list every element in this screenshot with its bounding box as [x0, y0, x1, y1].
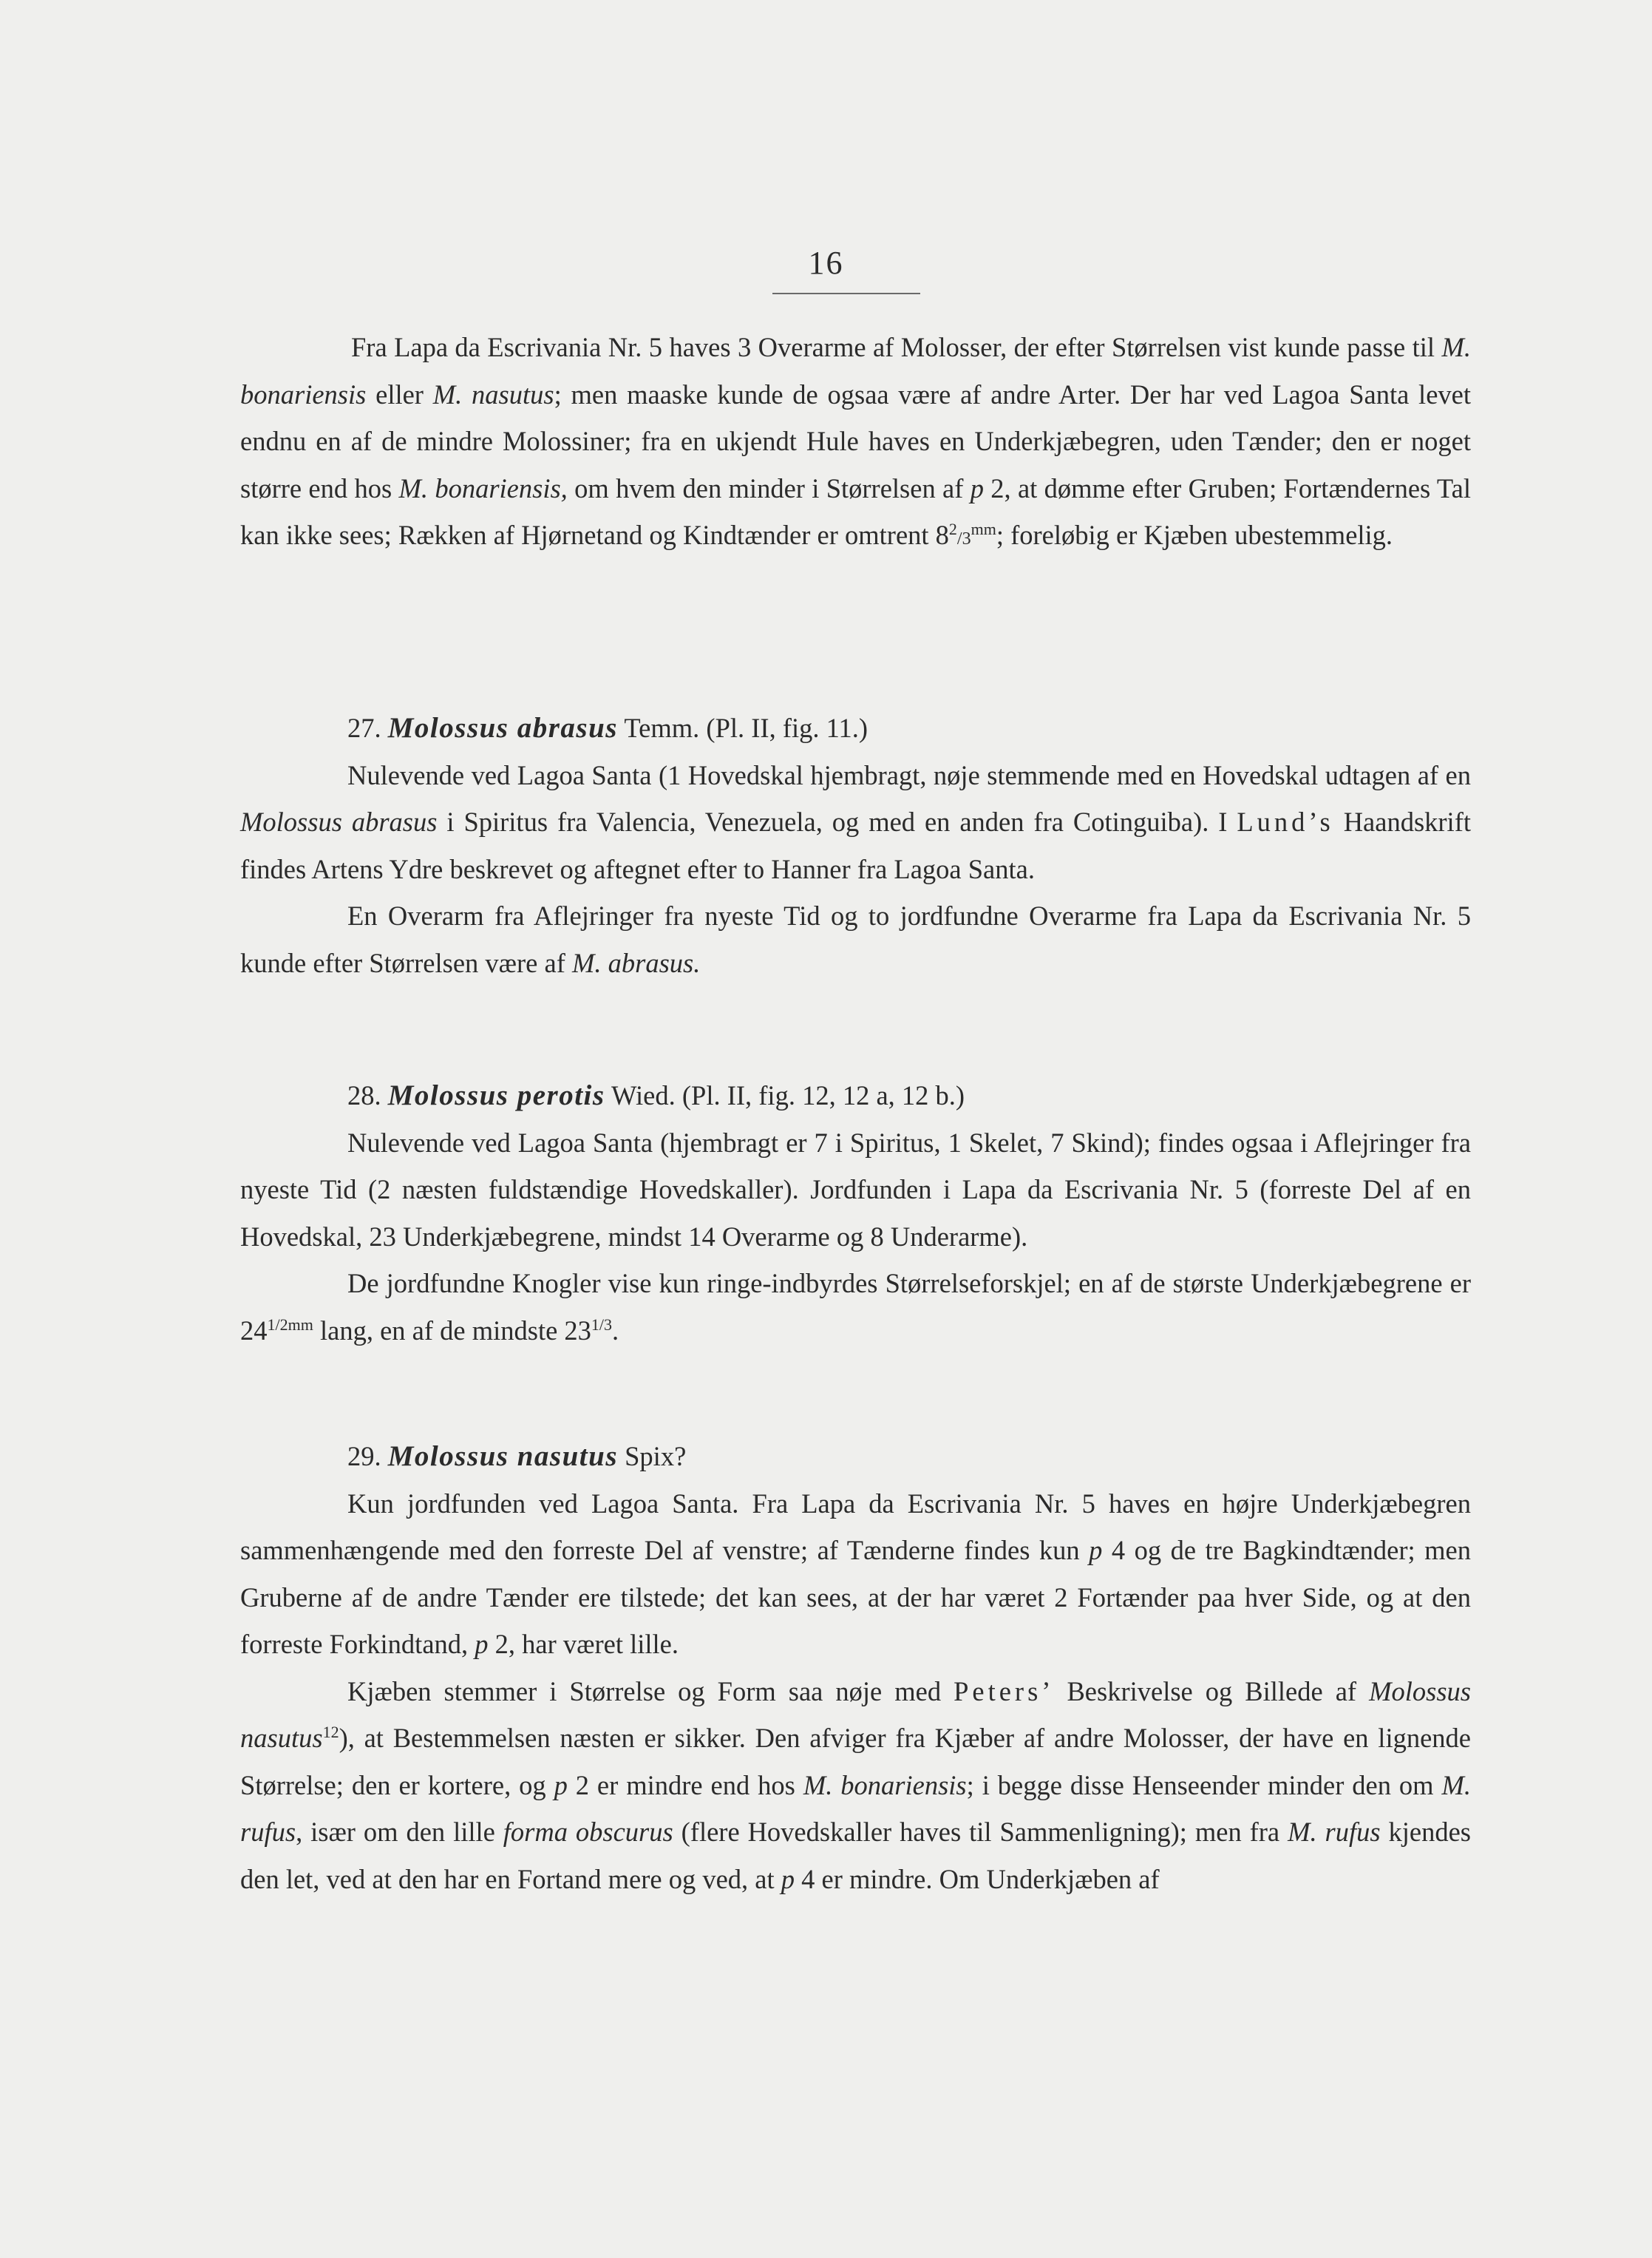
- heading-details: Temm. (Pl. II, fig. 11.): [617, 713, 869, 743]
- text-run: (flere Hovedskaller haves til Sammenligning); men fra: [673, 1817, 1288, 1847]
- text-run: ; foreløbig er Kjæben ubestemmelig.: [996, 520, 1393, 550]
- section-29: [240, 1433, 1471, 1902]
- tooth-symbol: p: [781, 1863, 795, 1894]
- paragraph: [240, 1668, 1471, 1903]
- section-number: 27.: [347, 713, 388, 743]
- tooth-symbol: p: [475, 1629, 489, 1659]
- heading-details: Spix?: [618, 1441, 687, 1471]
- text-run: 2 er mindre end hos: [567, 1769, 803, 1800]
- text-run: 2, at dømme efter Gruben; Fortændernes Tal kan ikke sees; Rækken af Hjørnetand og Kindtænder er omtrent 8: [240, 472, 1471, 550]
- species-ref: Molossus nasutus: [240, 1675, 1471, 1753]
- text-run: lang, en af de mindste 23: [313, 1315, 591, 1346]
- text-run: eller: [366, 379, 433, 410]
- tooth-symbol: p: [554, 1769, 568, 1800]
- footnote-ref: 12: [322, 1722, 339, 1741]
- text-run: 2, har været lille.: [488, 1629, 679, 1659]
- text-run: , især om den lille: [296, 1817, 503, 1847]
- text-run: De jordfundne Knogler vise kun ringe-indbyrdes Størrelseforskjel; en af de største Underkjæbegrene er 24: [240, 1268, 1471, 1346]
- species-ref: M. bonariensis: [240, 332, 1471, 410]
- text-run: 4 og de tre Bagkindtænder; men Gruberne af de andre Tænder ere tilstede; det kan sees, at der har været 2 Fortænder paa hver Side, og at den forreste Forkindtand,: [240, 1535, 1471, 1659]
- section-number: 28.: [347, 1080, 388, 1111]
- unit-mm: mm: [971, 519, 996, 538]
- fraction-denominator: /3: [956, 529, 971, 549]
- species-heading-27: [240, 705, 1471, 752]
- text-run: i Spiritus fra Valencia, Venezuela, og med en anden fra Cotinguiba). I: [437, 807, 1237, 837]
- text-run: Beskrivelse og Billede af: [1054, 1675, 1370, 1706]
- paragraph: [240, 752, 1471, 893]
- species-ref: M. bonariensis: [803, 1769, 967, 1800]
- text-run: ; men maaske kunde de ogsaa være af andre Arter. Der har ved Lagoa Santa levet endnu en af de mindre Molossiner; fra en ukjendt Hule haves en Underkjæbegren, uden Tænder; den er noget større end hos: [240, 379, 1471, 504]
- text-run: Fra Lapa da Escrivania Nr. 5 haves 3 Overarme af Molosser, der efter Størrelsen vist kunde passe til: [351, 332, 1442, 362]
- text-run: Kjæben stemmer i Størrelse og Form saa nøje med: [347, 1675, 954, 1706]
- author-name: Lund’s: [1237, 807, 1334, 837]
- species-ref: Molossus abrasus: [240, 807, 438, 837]
- intro-paragraph: [240, 324, 1471, 563]
- tooth-symbol: p: [970, 472, 984, 504]
- species-heading-28: [240, 1072, 1471, 1119]
- heading-details: Wied. (Pl. II, fig. 12, 12 a, 12 b.): [605, 1080, 965, 1111]
- page-number: 16: [808, 245, 844, 281]
- fraction: 1/2: [267, 1315, 288, 1334]
- paragraph: [240, 892, 1471, 986]
- section-27: [240, 705, 1471, 986]
- text-run: .: [612, 1315, 619, 1346]
- text-run: kjendes den let, ved at den har en Fortand mere og ved, at: [240, 1817, 1471, 1894]
- tooth-symbol: p: [1089, 1535, 1103, 1565]
- fraction-numerator: 2: [948, 519, 957, 538]
- text-run: ; i begge disse Henseender minder den om: [966, 1769, 1442, 1800]
- species-heading-29: [240, 1433, 1471, 1480]
- text-run: om hvem den minder i Størrelsen af: [567, 472, 971, 504]
- species-name: Molossus perotis: [387, 1079, 605, 1111]
- text-run: ), at Bestemmelsen næsten er sikker. Den afviger fra Kjæber af andre Molosser, der have en lignende Størrelse; den er kortere, og: [240, 1723, 1471, 1800]
- author-name: Peters’: [954, 1675, 1055, 1706]
- text-run: En Overarm fra Aflejringer fra nyeste Tid og to jordfundne Overarme fra Lapa da Escrivania Nr. 5 kunde efter Størrelsen være af: [240, 901, 1471, 978]
- species-ref: M. nasutus: [432, 379, 554, 410]
- species-ref: M. rufus: [240, 1769, 1472, 1847]
- text-run: 4 er mindre. Om Underkjæben af: [795, 1863, 1160, 1894]
- species-name: Molossus nasutus: [387, 1440, 618, 1472]
- text-run: Nulevende ved Lagoa Santa (1 Hovedskal hjembragt, nøje stemmende med en Hovedskal udtagen af en: [347, 759, 1471, 790]
- fraction: 1/3: [591, 1315, 613, 1334]
- species-ref: M. rufus: [1288, 1817, 1381, 1847]
- paragraph: [240, 1260, 1471, 1354]
- species-ref: M. bonariensis,: [398, 472, 568, 504]
- species-ref: M. abrasus.: [571, 947, 701, 978]
- header-rule: [772, 293, 920, 294]
- section-28: [240, 1072, 1471, 1354]
- text-run: Kun jordfunden ved Lagoa Santa. Fra Lapa da Escrivania Nr. 5 haves en højre Underkjæbegren sammenhængende med den forreste Del af venstre; af Tænderne findes kun: [240, 1488, 1471, 1565]
- intro-block: [240, 324, 1471, 563]
- paragraph: [240, 1480, 1471, 1668]
- unit-mm: mm: [288, 1315, 313, 1334]
- paragraph: Nulevende ved Lagoa Santa (hjembragt er 7 i Spiritus, 1 Skelet, 7 Skind); findes ogsaa i Aflejringer fra nyeste Tid (2 næsten fuldstændige Hovedskaller). Jordfunden i Lapa da Escrivania Nr. 5 (forreste Del af en Hovedskal, 23 Underkjæbegrene, mindst 14 Overarme og 8 Underarme).: [240, 1127, 1471, 1252]
- species-name: Molossus abrasus: [387, 712, 618, 744]
- section-number: 29.: [347, 1441, 388, 1471]
- text-run: Haandskrift findes Artens Ydre beskrevet og aftegnet efter to Hanner fra Lagoa Santa.: [240, 807, 1471, 884]
- species-ref: forma obscurus: [503, 1817, 673, 1847]
